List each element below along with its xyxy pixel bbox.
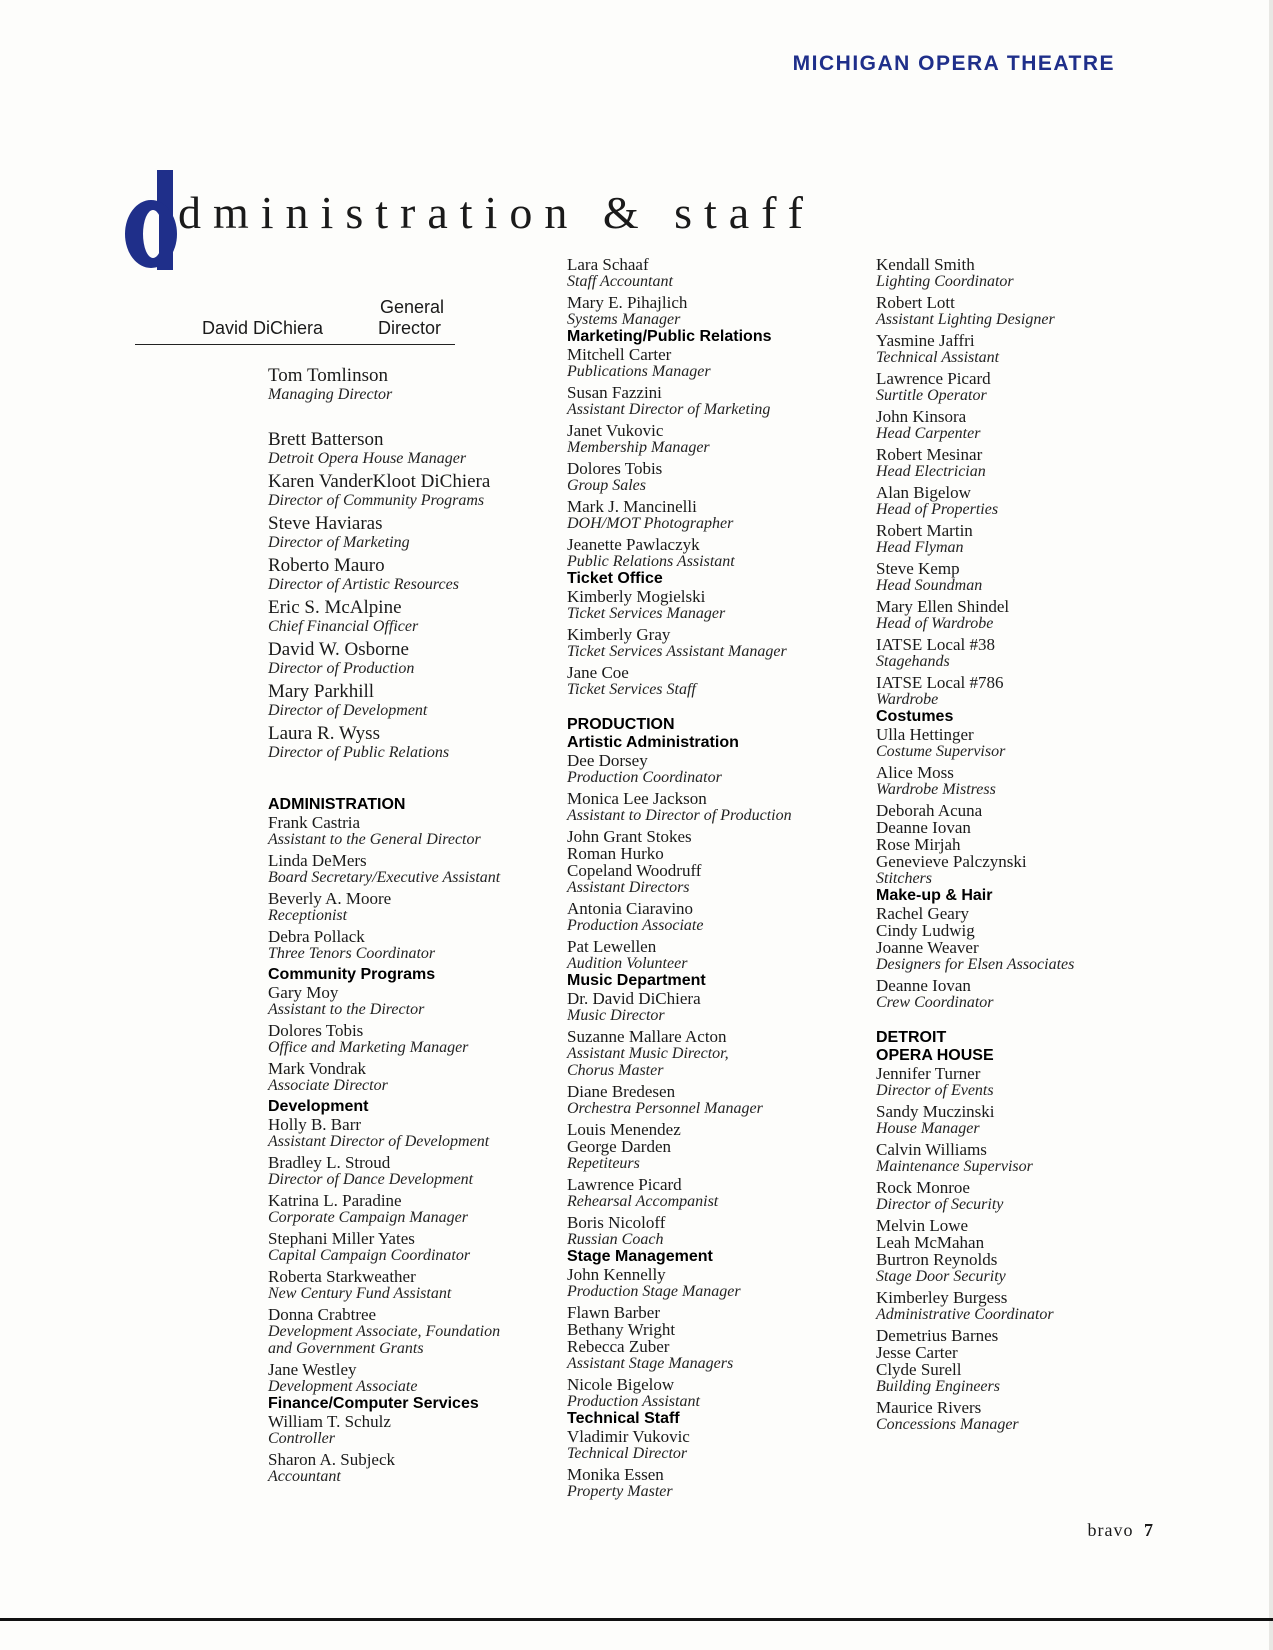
staff-role: Building Engineers	[876, 1378, 1000, 1395]
staff-name: Jane Coe	[567, 663, 629, 682]
staff-entry	[567, 900, 887, 934]
staff-role: Head of Properties	[876, 501, 999, 518]
staff-name: Nicole Bigelow	[567, 1375, 675, 1394]
staff-name: Ulla Hettinger	[876, 725, 974, 744]
staff-name: Sharon A. Subjeck	[268, 1450, 396, 1469]
staff-name: Bradley L. Stroud	[268, 1153, 391, 1172]
staff-name: Genevieve Palczynski	[876, 852, 1027, 871]
staff-name: Burtron Reynolds	[876, 1250, 998, 1269]
page-title: dministration & staff	[178, 187, 816, 238]
staff-role: Technical Assistant	[876, 349, 1000, 366]
staff-name: Deanne Iovan	[876, 976, 971, 995]
staff-name: Kimberley Burgess	[876, 1288, 1008, 1307]
staff-entry	[567, 664, 887, 698]
staff-name: Roman Hurko	[567, 844, 664, 863]
staff-entry	[876, 484, 1196, 518]
staff-entry	[567, 384, 887, 418]
music-list	[567, 990, 887, 1248]
staff-name: Monika Essen	[567, 1465, 664, 1484]
staff-name: Jennifer Turner	[876, 1064, 981, 1083]
staff-entry	[567, 294, 887, 328]
section-heading-stage: Stage Management	[567, 1248, 713, 1265]
staff-role: Controller	[268, 1430, 335, 1447]
staff-name: IATSE Local #38	[876, 635, 995, 654]
section-heading-technical: Technical Staff	[567, 1410, 680, 1427]
staff-name: Deanne Iovan	[876, 818, 971, 837]
staff-name: Holly B. Barr	[268, 1115, 362, 1134]
staff-name: Mary E. Pihajlich	[567, 293, 688, 312]
staff-entry	[567, 1028, 887, 1079]
staff-entry	[567, 1083, 887, 1117]
staff-name: Deborah Acuna	[876, 801, 983, 820]
staff-role: Crew Coordinator	[876, 994, 994, 1011]
leader-role: Chief Financial Officer	[268, 618, 419, 635]
staff-role: Ticket Services Staff	[567, 681, 696, 698]
column-3	[876, 256, 1196, 1433]
stage-list	[567, 1266, 887, 1410]
bottom-rule	[0, 1618, 1273, 1621]
leader-name: David W. Osborne	[268, 639, 409, 660]
leadership-list	[268, 366, 588, 762]
staff-name: Bethany Wright	[567, 1320, 676, 1339]
staff-name: Robert Mesinar	[876, 445, 983, 464]
section-heading-makeup: Make-up & Hair	[876, 887, 993, 904]
staff-entry	[876, 1399, 1196, 1433]
staff-name: Steve Kemp	[876, 559, 960, 578]
staff-role: Membership Manager	[567, 439, 710, 456]
page-footer	[1088, 1520, 1153, 1541]
staff-entry	[268, 928, 588, 962]
staff-role: Assistant Stage Managers	[567, 1355, 734, 1372]
leader-role: Director of Artistic Resources	[268, 576, 459, 593]
leader-role: Managing Director	[268, 386, 393, 403]
staff-role: Audition Volunteer	[567, 955, 688, 972]
staff-name: Rachel Geary	[876, 904, 969, 923]
staff-entry	[567, 938, 887, 972]
staff-name: Dolores Tobis	[268, 1021, 364, 1040]
staff-entry	[567, 1266, 887, 1300]
staff-role: Director of Dance Development	[268, 1171, 474, 1188]
section-heading-development: Development	[268, 1098, 369, 1115]
staff-entry	[268, 1154, 588, 1188]
staff-name: Yasmine Jaffri	[876, 331, 975, 350]
staff-name: Beverly A. Moore	[268, 889, 392, 908]
staff-entry	[876, 598, 1196, 632]
page-spine-edge	[1269, 0, 1273, 1650]
column-2	[567, 256, 887, 1500]
staff-entry	[268, 1060, 588, 1094]
staff-name: Demetrius Barnes	[876, 1326, 999, 1345]
leader-entry	[268, 724, 588, 762]
technical-list	[567, 1428, 887, 1500]
staff-name: Calvin Williams	[876, 1140, 987, 1159]
leader-entry	[268, 682, 588, 720]
general-director-name: David DiChiera	[202, 318, 324, 338]
leader-entry	[268, 514, 588, 552]
staff-role: New Century Fund Assistant	[268, 1285, 452, 1302]
doh-list	[876, 1065, 1196, 1433]
staff-entry	[567, 1428, 887, 1462]
staff-name: John Kennelly	[567, 1265, 666, 1284]
leader-entry	[268, 640, 588, 678]
staff-entry	[268, 984, 588, 1018]
leader-role: Director of Public Relations	[268, 744, 450, 761]
section-heading-marketing: Marketing/Public Relations	[567, 328, 772, 345]
staff-name: Melvin Lowe	[876, 1216, 969, 1235]
staff-role: Production Assistant	[567, 1393, 700, 1410]
staff-name: Stephani Miller Yates	[268, 1229, 415, 1248]
staff-entry	[876, 294, 1196, 328]
staff-role: Assistant Director of Marketing	[567, 401, 771, 418]
staff-role-cont: and Government Grants	[268, 1340, 424, 1357]
section-heading-costumes: Costumes	[876, 708, 954, 725]
staff-role: Wardrobe	[876, 691, 939, 708]
staff-entry	[876, 1103, 1196, 1137]
costumes-list	[876, 726, 1196, 887]
staff-role: Stitchers	[876, 870, 932, 887]
staff-name: Kimberly Mogielski	[567, 587, 706, 606]
staff-name: Lara Schaaf	[567, 255, 649, 274]
staff-entry	[567, 1214, 887, 1248]
staff-role: Wardrobe Mistress	[876, 781, 996, 798]
staff-role: Repetiteurs	[567, 1155, 640, 1172]
leader-role: Director of Marketing	[268, 534, 410, 551]
staff-name: Dr. David DiChiera	[567, 989, 701, 1008]
staff-role: Designers for Elsen Associates	[876, 956, 1075, 973]
staff-role: Head of Wardrobe	[876, 615, 994, 632]
staff-role: Production Stage Manager	[567, 1283, 741, 1300]
staff-entry	[567, 346, 887, 380]
staff-entry	[876, 1065, 1196, 1099]
leader-name: Roberto Mauro	[268, 555, 385, 576]
staff-role: Office and Marketing Manager	[268, 1039, 469, 1056]
staff-role: Property Master	[567, 1483, 673, 1500]
staff-name: IATSE Local #786	[876, 673, 1004, 692]
staff-entry	[567, 498, 887, 532]
leader-entry	[268, 598, 588, 636]
staff-role: DOH/MOT Photographer	[567, 515, 734, 532]
section-heading-doh-2: OPERA HOUSE	[876, 1047, 994, 1064]
staff-role: Assistant Director of Development	[268, 1133, 490, 1150]
staff-name: Alice Moss	[876, 763, 954, 782]
staff-role: Maintenance Supervisor	[876, 1158, 1033, 1175]
staff-name: Vladimir Vukovic	[567, 1427, 690, 1446]
staff-name: Clyde Surell	[876, 1360, 962, 1379]
staff-entry	[567, 1176, 887, 1210]
staff-role: Assistant to the General Director	[268, 831, 481, 848]
staff-entry	[876, 802, 1196, 887]
staff-role: Stagehands	[876, 653, 950, 670]
staff-entry	[876, 522, 1196, 556]
leader-role: Detroit Opera House Manager	[268, 450, 467, 467]
staff-role: Production Coordinator	[567, 769, 722, 786]
staff-role: Assistant Music Director,	[567, 1045, 729, 1062]
staff-role: Development Associate, Foundation	[268, 1323, 501, 1340]
staff-role: Assistant Lighting Designer	[876, 311, 1055, 328]
staff-role-cont: Chorus Master	[567, 1062, 664, 1079]
artistic-list	[567, 752, 887, 972]
staff-role: Production Associate	[567, 917, 704, 934]
staff-entry	[876, 446, 1196, 480]
staff-entry	[567, 752, 887, 786]
section-heading-community: Community Programs	[268, 966, 436, 983]
staff-entry	[567, 828, 887, 896]
staff-name: Katrina L. Paradine	[268, 1191, 402, 1210]
staff-entry	[876, 905, 1196, 973]
staff-role: Head Soundman	[876, 577, 983, 594]
leader-name: Laura R. Wyss	[268, 723, 380, 744]
staff-name: Suzanne Mallare Acton	[567, 1027, 727, 1046]
staff-role: House Manager	[876, 1120, 980, 1137]
staff-name: Alan Bigelow	[876, 483, 971, 502]
staff-name: Frank Castria	[268, 813, 361, 832]
staff-entry	[876, 674, 1196, 708]
staff-entry	[567, 790, 887, 824]
staff-role: Systems Manager	[567, 311, 681, 328]
staff-entry	[268, 890, 588, 924]
staff-role: Lighting Coordinator	[876, 273, 1014, 290]
leader-entry	[268, 556, 588, 594]
staff-entry	[567, 256, 887, 290]
staff-name: Kendall Smith	[876, 255, 975, 274]
technical-cont-list	[876, 256, 1196, 708]
staff-role: Stage Door Security	[876, 1268, 1006, 1285]
staff-role: Three Tenors Coordinator	[268, 945, 436, 962]
staff-role: Accountant	[268, 1468, 341, 1485]
staff-name: John Kinsora	[876, 407, 967, 426]
staff-role: Director of Security	[876, 1196, 1004, 1213]
staff-entry	[268, 1268, 588, 1302]
staff-name: Rose Mirjah	[876, 835, 961, 854]
section-heading-doh-1: DETROIT	[876, 1029, 947, 1046]
staff-entry	[876, 726, 1196, 760]
staff-name: Leah McMahan	[876, 1233, 985, 1252]
staff-name: Robert Lott	[876, 293, 955, 312]
staff-name: Lawrence Picard	[567, 1175, 682, 1194]
staff-role: Director of Events	[876, 1082, 994, 1099]
staff-role: Capital Campaign Coordinator	[268, 1247, 471, 1264]
staff-name: Mark Vondrak	[268, 1059, 367, 1078]
staff-entry	[876, 1179, 1196, 1213]
staff-name: Antonia Ciaravino	[567, 899, 694, 918]
staff-name: Mary Ellen Shindel	[876, 597, 1010, 616]
staff-role: Head Flyman	[876, 539, 964, 556]
staff-role: Staff Accountant	[567, 273, 673, 290]
staff-entry	[567, 588, 887, 622]
staff-role: Technical Director	[567, 1445, 688, 1462]
staff-name: Robert Martin	[876, 521, 973, 540]
section-heading-music: Music Department	[567, 972, 706, 989]
staff-role: Ticket Services Assistant Manager	[567, 643, 787, 660]
staff-entry	[567, 1304, 887, 1372]
staff-entry	[268, 1413, 588, 1447]
leader-name: Mary Parkhill	[268, 681, 375, 702]
staff-entry	[876, 764, 1196, 798]
staff-entry	[567, 1121, 887, 1172]
staff-name: Cindy Ludwig	[876, 921, 975, 940]
staff-name: Flawn Barber	[567, 1303, 661, 1322]
staff-role: Administrative Coordinator	[876, 1306, 1054, 1323]
staff-entry	[876, 408, 1196, 442]
staff-name: Jane Westley	[268, 1360, 357, 1379]
column-1	[268, 796, 588, 1485]
staff-role: Publications Manager	[567, 363, 711, 380]
staff-entry	[567, 536, 887, 570]
staff-entry	[268, 852, 588, 886]
staff-name: Debra Pollack	[268, 927, 365, 946]
staff-role: Assistant to the Director	[268, 1001, 425, 1018]
staff-entry	[876, 332, 1196, 366]
staff-role: Concessions Manager	[876, 1416, 1019, 1433]
staff-role: Ticket Services Manager	[567, 605, 726, 622]
page-number: 7	[1144, 1520, 1153, 1540]
staff-name: Lawrence Picard	[876, 369, 991, 388]
staff-role: Music Director	[567, 1007, 665, 1024]
staff-entry	[567, 460, 887, 494]
staff-role: Head Electrician	[876, 463, 986, 480]
staff-name: Maurice Rivers	[876, 1398, 982, 1417]
staff-name: Louis Menendez	[567, 1120, 681, 1139]
staff-entry	[268, 814, 588, 848]
staff-name: Sandy Muczinski	[876, 1102, 995, 1121]
section-heading-artistic: Artistic Administration	[567, 734, 739, 751]
staff-entry	[567, 1376, 887, 1410]
staff-entry	[268, 1192, 588, 1226]
staff-role: Head Carpenter	[876, 425, 981, 442]
staff-name: Jeanette Pawlaczyk	[567, 535, 700, 554]
staff-name: Roberta Starkweather	[268, 1267, 416, 1286]
general-director-rule	[135, 344, 455, 345]
leader-entry	[268, 472, 588, 510]
staff-role: Surtitle Operator	[876, 387, 987, 404]
staff-role: Associate Director	[268, 1077, 388, 1094]
staff-name: Donna Crabtree	[268, 1305, 377, 1324]
staff-name: Mark J. Mancinelli	[567, 497, 697, 516]
publication-header: MICHIGAN OPERA THEATRE	[792, 52, 1115, 75]
staff-entry	[567, 626, 887, 660]
leader-entry	[268, 430, 588, 468]
staff-role: Russian Coach	[567, 1231, 664, 1248]
leader-entry	[268, 366, 588, 404]
staff-name: Jesse Carter	[876, 1343, 958, 1362]
staff-name: Boris Nicoloff	[567, 1213, 666, 1232]
staff-entry	[876, 1327, 1196, 1395]
staff-entry	[876, 1141, 1196, 1175]
general-director-role-1: General	[380, 297, 445, 317]
staff-name: Kimberly Gray	[567, 625, 671, 644]
leader-name: Tom Tomlinson	[268, 365, 388, 386]
staff-entry	[876, 1217, 1196, 1285]
staff-entry	[268, 1361, 588, 1395]
makeup-list	[876, 905, 1196, 1011]
staff-entry	[268, 1022, 588, 1056]
staff-entry	[876, 1289, 1196, 1323]
staff-name: Susan Fazzini	[567, 383, 662, 402]
staff-role: Public Relations Assistant	[567, 553, 735, 570]
staff-entry	[268, 1451, 588, 1485]
section-heading-finance: Finance/Computer Services	[268, 1395, 479, 1412]
section-heading-production: PRODUCTION	[567, 716, 675, 733]
staff-entry	[567, 990, 887, 1024]
magazine-logo: bravo	[1087, 1520, 1134, 1540]
staff-role: Rehearsal Accompanist	[567, 1193, 719, 1210]
staff-entry	[876, 370, 1196, 404]
staff-name: George Darden	[567, 1137, 672, 1156]
staff-entry	[876, 636, 1196, 670]
staff-role: Orchestra Personnel Manager	[567, 1100, 763, 1117]
title-initial-letter	[119, 170, 177, 270]
section-heading-ticket: Ticket Office	[567, 570, 663, 587]
leader-name: Steve Haviaras	[268, 513, 383, 534]
staff-name: William T. Schulz	[268, 1412, 391, 1431]
leader-name: Eric S. McAlpine	[268, 597, 402, 618]
staff-role: Costume Supervisor	[876, 743, 1006, 760]
staff-name: John Grant Stokes	[567, 827, 692, 846]
staff-name: Dolores Tobis	[567, 459, 663, 478]
staff-name: Diane Bredesen	[567, 1082, 676, 1101]
section-heading-administration: ADMINISTRATION	[268, 796, 406, 813]
staff-entry	[567, 1466, 887, 1500]
staff-role: Group Sales	[567, 477, 646, 494]
staff-entry	[268, 1116, 588, 1150]
staff-name: Linda DeMers	[268, 851, 367, 870]
staff-name: Mitchell Carter	[567, 345, 672, 364]
staff-role: Assistant to Director of Production	[567, 807, 792, 824]
staff-name: Joanne Weaver	[876, 938, 979, 957]
staff-role: Board Secretary/Executive Assistant	[268, 869, 501, 886]
staff-entry	[876, 256, 1196, 290]
staff-entry	[268, 1306, 588, 1357]
leader-role: Director of Production	[268, 660, 415, 677]
staff-name: Janet Vukovic	[567, 421, 664, 440]
leader-name: Karen VanderKloot DiChiera	[268, 471, 491, 492]
staff-name: Pat Lewellen	[567, 937, 657, 956]
staff-role: Receptionist	[268, 907, 348, 924]
staff-entry	[567, 422, 887, 456]
general-director-role-2: Director	[378, 318, 442, 338]
staff-name: Gary Moy	[268, 983, 339, 1002]
staff-name: Monica Lee Jackson	[567, 789, 707, 808]
staff-name: Rock Monroe	[876, 1178, 970, 1197]
staff-name: Rebecca Zuber	[567, 1337, 670, 1356]
staff-name: Copeland Woodruff	[567, 861, 702, 880]
staff-name: Dee Dorsey	[567, 751, 648, 770]
staff-role: Assistant Directors	[567, 879, 690, 896]
staff-entry	[876, 560, 1196, 594]
staff-role: Corporate Campaign Manager	[268, 1209, 468, 1226]
leader-role: Director of Community Programs	[268, 492, 485, 509]
staff-role: Development Associate	[268, 1378, 418, 1395]
staff-entry	[268, 1230, 588, 1264]
staff-entry	[876, 977, 1196, 1011]
leader-name: Brett Batterson	[268, 429, 384, 450]
leader-role: Director of Development	[268, 702, 428, 719]
